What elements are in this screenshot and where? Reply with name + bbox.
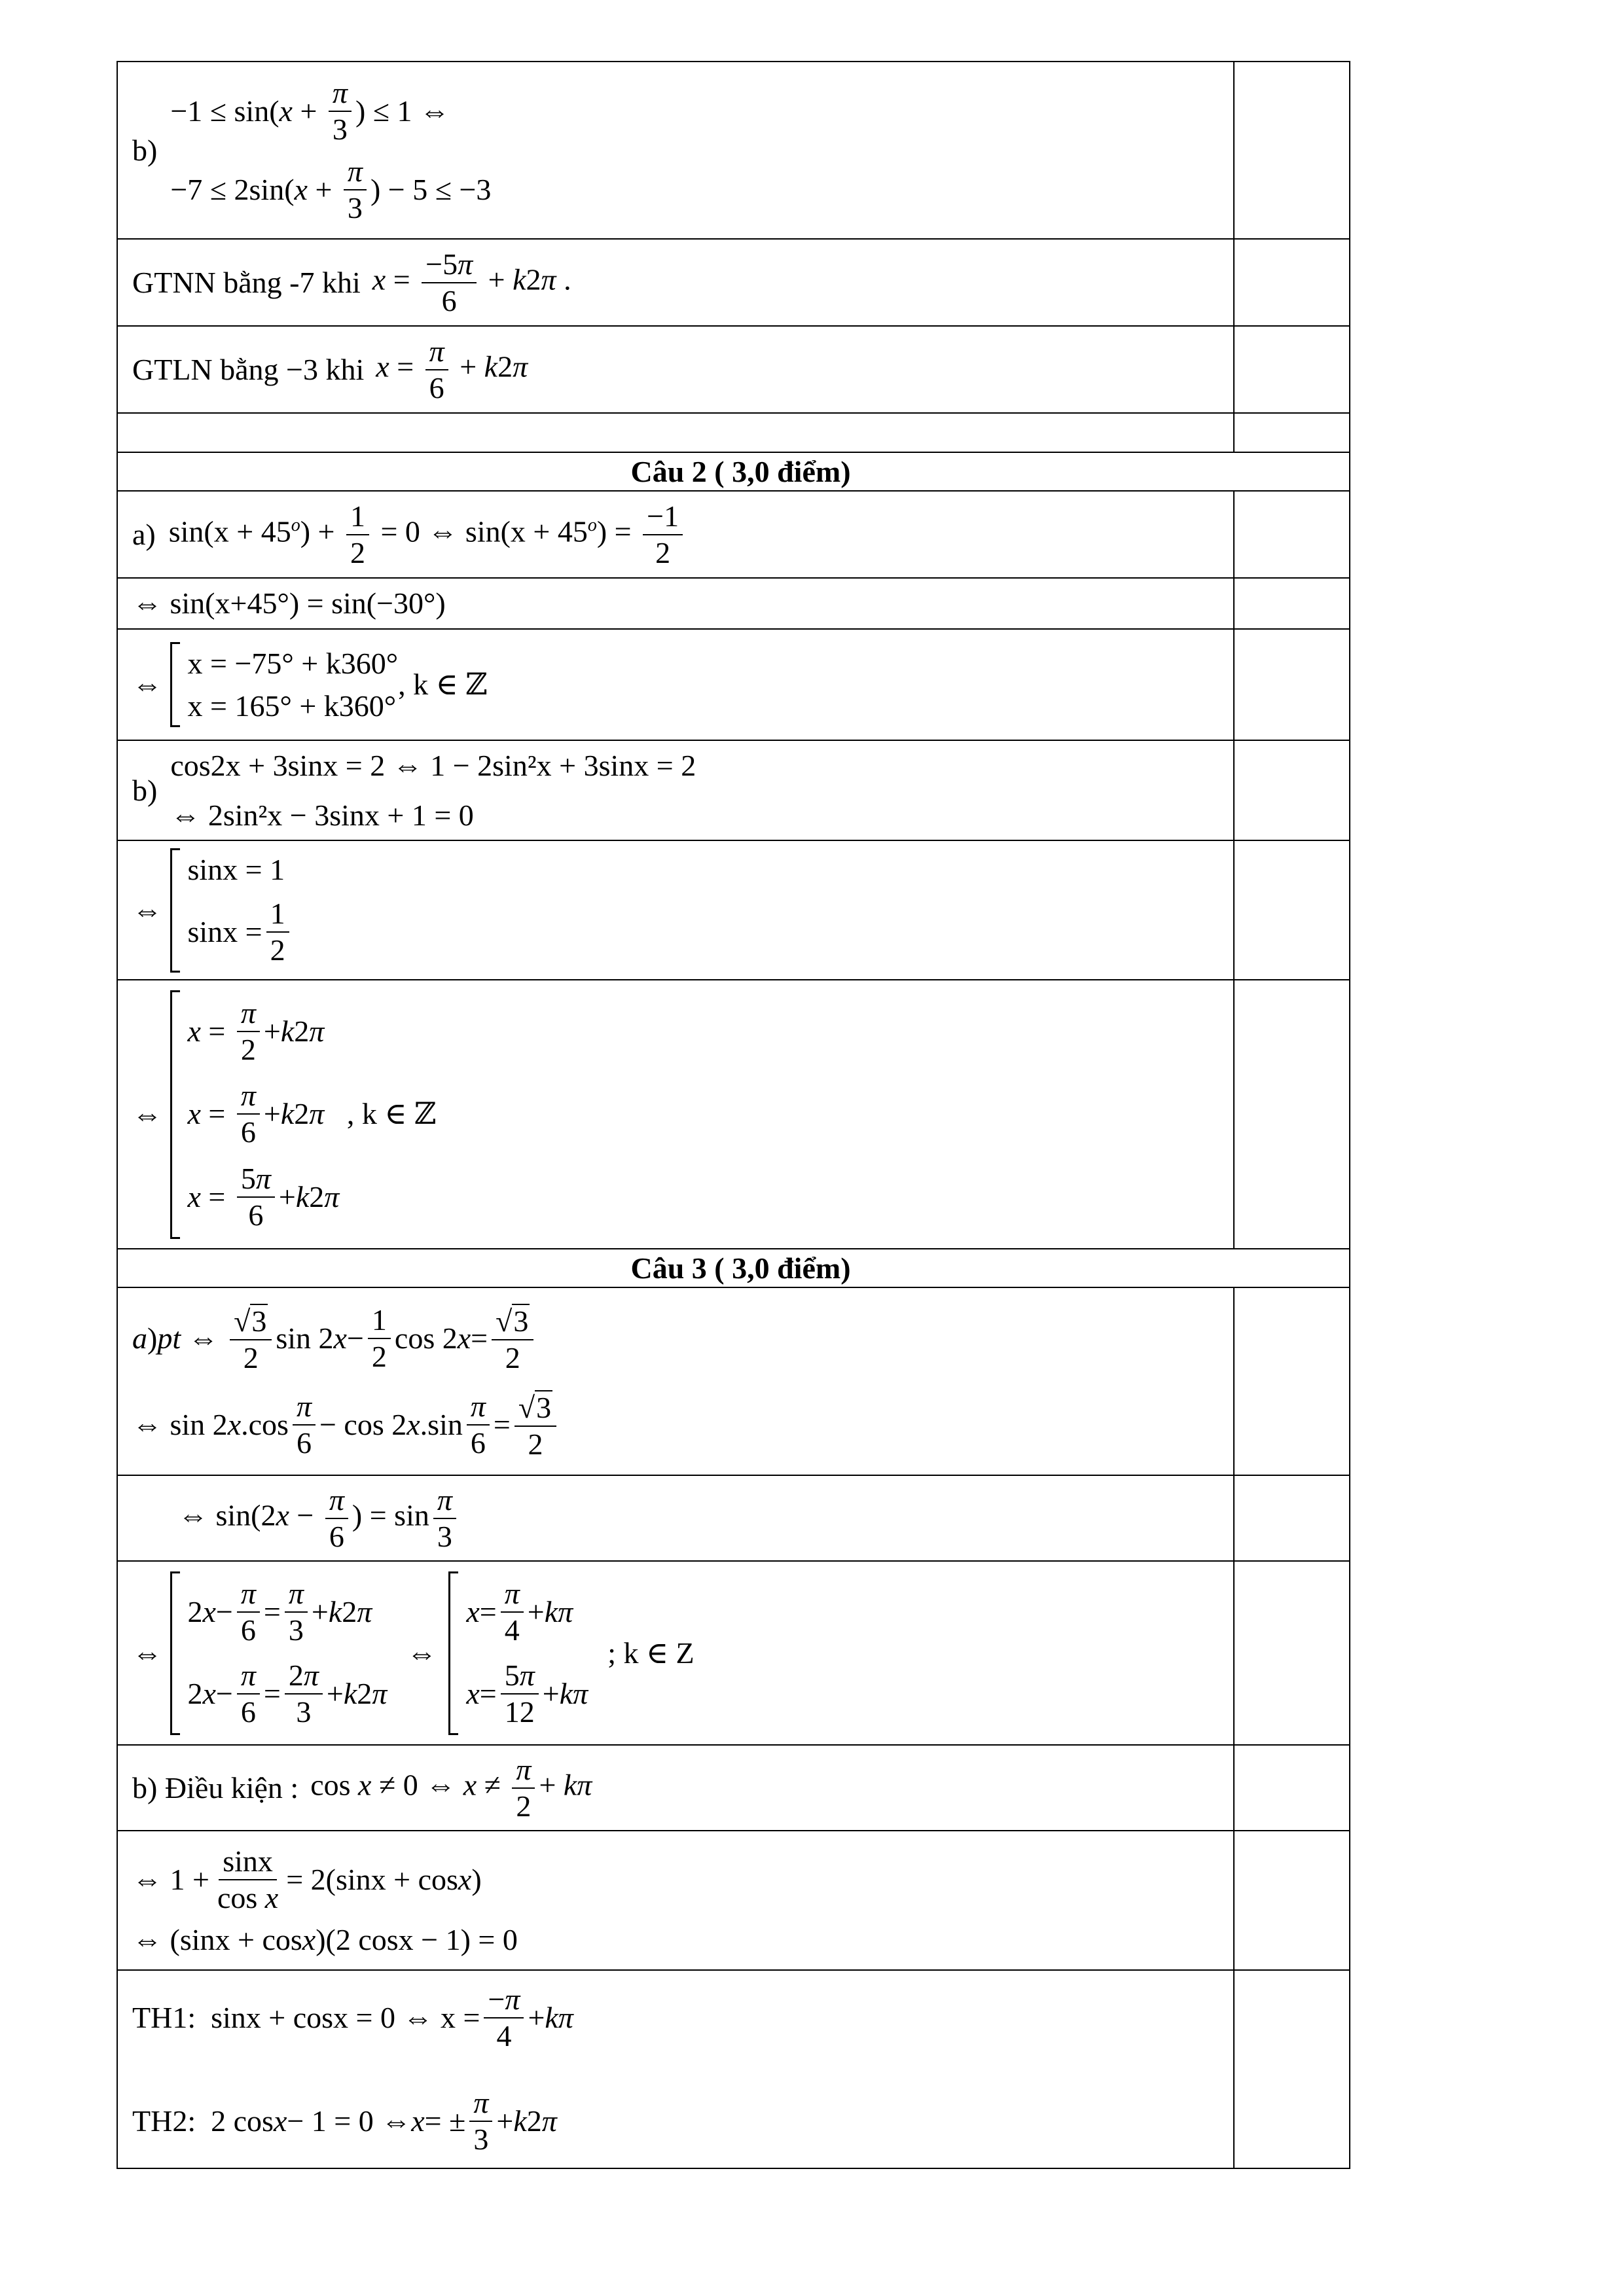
solution-bracket-left xyxy=(170,1571,388,1735)
c2a3-line-2: x = 165° + k360° xyxy=(187,689,397,723)
cell-c3b3 xyxy=(117,1970,1234,2168)
score-cell xyxy=(1234,239,1350,326)
cell-c3a1 xyxy=(117,1287,1234,1475)
c3a3-line-b2: x = $\frac{5\pi}{12}$ + kπ xyxy=(466,1659,588,1729)
cau2-heading: Câu 2 ( 3,0 điểm) xyxy=(117,452,1350,491)
cell-max xyxy=(117,326,1234,413)
cell-c3a3: ⇔ 2 x − $\frac{\pi}{6}$ = $\frac{\pi}{3}$ + k 2 π 2 x − $\frac{\pi}{6}$ = $\frac{2\pi}{3}$ + k 2 π ⇔ x = $\frac{\pi}{4}$ + kπ x = $\frac{5\pi}{12}$ + kπ ; k ∈ Z xyxy=(117,1561,1234,1745)
score-cell xyxy=(1234,1475,1350,1561)
cell-c2a2 xyxy=(117,578,1234,629)
row-c3b3 xyxy=(117,1970,1350,2168)
cell-c2b3: ⇔ x = $\frac{\pi}{2}$ + k 2 π x = $\frac{\pi}{6}$ + k 2 π , k ∈ ℤ x = $\frac{5\pi}{6}$ + k 2 π xyxy=(117,980,1234,1249)
row-c3a2 xyxy=(117,1475,1350,1561)
score-cell xyxy=(1234,629,1350,740)
c2b1-line-2: ⇔ 2sin²x − 3sinx + 1 = 0 xyxy=(170,798,474,832)
row-c2a3 xyxy=(117,629,1350,740)
bounds-line-1: −1 ≤ sin( x + $\frac{\pi}{3}$ ) ≤ 1 ⇔ xyxy=(170,75,450,146)
cell-c2a3: ⇔ x = −75° + k360° x = 165° + k360° , k ∈ ℤ xyxy=(117,629,1234,740)
score-cell xyxy=(1234,491,1350,578)
score-cell xyxy=(1234,1745,1350,1831)
row-c2b3 xyxy=(117,980,1350,1249)
part-label: b) xyxy=(132,773,158,807)
c3b3-th1: TH1: sinx + cosx = 0 ⇔ x = $\frac{-\pi}{4}$ + kπ xyxy=(132,1982,573,2053)
solution-bracket xyxy=(170,848,293,973)
c2b2-line-1: sinx = 1 xyxy=(187,853,285,886)
cell-c3b1 xyxy=(117,1745,1234,1831)
part-label: b) xyxy=(132,133,158,167)
c3a3-line-a1: 2 x − $\frac{\pi}{6}$ = $\frac{\pi}{3}$ + k 2 π xyxy=(187,1577,372,1647)
row-bounds xyxy=(117,62,1350,239)
row-c3b1 xyxy=(117,1745,1350,1831)
row-c3b2 xyxy=(117,1831,1350,1970)
c3a3-line-b1: x = $\frac{\pi}{4}$ + kπ xyxy=(466,1577,573,1647)
row-c2b1 xyxy=(117,740,1350,840)
c3a2-expr: ⇔ sin(2x − $\frac{\pi}{6}$ ) = sin $\frac{\pi}{3}$ xyxy=(178,1485,460,1552)
score-cell xyxy=(1234,578,1350,629)
c2a3-line-1: x = −75° + k360° xyxy=(187,646,399,680)
cell-c2b1 xyxy=(117,740,1234,840)
row-min xyxy=(117,239,1350,326)
c2a1-expr: $\sin(x + 45^o)$ + $\frac{1}{2}$ = 0 ⇔ $\sin(x + 45^o)$ = $\frac{-1}{2}$ xyxy=(169,501,687,568)
c2b1-line-1: cos2x + 3sinx = 2 ⇔ 1 − 2sin²x + 3sinx = 2 xyxy=(170,748,696,782)
c2b2-line-2: sinx = $\frac{1}{2}$ xyxy=(188,899,293,965)
solution-bracket xyxy=(170,642,399,727)
c2a2-expr: ⇔ sin(x+45°) = sin(−30°) xyxy=(132,586,446,620)
cell-bounds xyxy=(117,62,1234,239)
score-cell xyxy=(1234,980,1350,1249)
score-cell xyxy=(1234,740,1350,840)
solution-bracket-right xyxy=(448,1571,588,1735)
solution-bracket xyxy=(170,990,437,1239)
c2a3-tail: , k ∈ ℤ xyxy=(398,668,488,701)
score-cell xyxy=(1234,1970,1350,2168)
cell-empty xyxy=(117,413,1234,452)
c3a3-line-a2: 2 x − $\frac{\pi}{6}$ = $\frac{2\pi}{3}$ + k 2 π xyxy=(187,1659,388,1729)
min-text: GTNN bằng -7 khi xyxy=(132,265,361,299)
c3b1-text: b) Điều kiện : xyxy=(132,1770,299,1804)
c2b3-line-2: x = $\frac{\pi}{6}$ + k 2 π , k ∈ ℤ xyxy=(187,1079,437,1149)
part-label: a) xyxy=(132,517,156,551)
c2b3-line-1: x = $\frac{\pi}{2}$ + k 2 π xyxy=(187,996,325,1066)
score-cell xyxy=(1234,840,1350,980)
cell-c2b2: ⇔ sinx = 1 sinx = $\frac{1}{2}$ xyxy=(117,840,1234,980)
row-cau2-header xyxy=(117,452,1350,491)
c3b2-line-1: ⇔ 1 + $\frac{\sin x}{\text{cos x}}$ = 2(sinx + cos x ) xyxy=(132,1844,482,1914)
c3a3-tail: ; k ∈ Z xyxy=(607,1636,695,1670)
c3b1-expr: cos x ≠ 0 ⇔ x ≠ $\frac{\pi}{2}$ + kπ xyxy=(310,1752,592,1823)
cell-c2a1 xyxy=(117,491,1234,578)
cell-c3a2 xyxy=(117,1475,1234,1561)
score-cell xyxy=(1234,413,1350,452)
row-max xyxy=(117,326,1350,413)
bounds-line-2: −7 ≤ 2sin( x + $\frac{\pi}{3}$ ) − 5 ≤ −3 xyxy=(170,154,492,224)
c2b3-line-3: x = $\frac{5\pi}{6}$ + k 2 π xyxy=(187,1162,340,1232)
cell-c3b2 xyxy=(117,1831,1234,1970)
score-cell xyxy=(1234,326,1350,413)
c3a1-line-1: a ) pt ⇔ √ 3 2 sin 2 x − $\frac{1}{2}$ cos 2 x = √ 3 2 xyxy=(132,1304,1233,1373)
score-cell xyxy=(1234,62,1350,239)
c3b2-line-2: ⇔ (sinx + cos x )(2 cosx − 1) = 0 xyxy=(132,1922,518,1956)
row-c2a2 xyxy=(117,578,1350,629)
max-text: GTLN bằng −3 khi xyxy=(132,352,365,386)
max-expr: x = $\frac{\pi}{6}$ + k2π xyxy=(376,334,528,404)
score-cell xyxy=(1234,1561,1350,1745)
row-c3a1 xyxy=(117,1287,1350,1475)
row-c2b2 xyxy=(117,840,1350,980)
row-c2a1 xyxy=(117,491,1350,578)
row-empty xyxy=(117,413,1350,452)
row-cau3-header xyxy=(117,1249,1350,1287)
c3b3-th2: TH2: 2 cos x − 1 = 0 ⇔ x = ± $\frac{\pi}{3}$ + k 2 π xyxy=(132,2085,557,2156)
row-c3a3 xyxy=(117,1561,1350,1745)
score-cell xyxy=(1234,1831,1350,1970)
c3a1-line-2: ⇔ sin 2 x .cos $\frac{\pi}{6}$ − cos 2 x .sin $\frac{\pi}{6}$ = √ 3 2 xyxy=(132,1390,1233,1460)
answer-table xyxy=(117,61,1350,2169)
min-expr: x = $\frac{-5\pi}{6}$ + k2π . xyxy=(372,247,571,317)
cell-min xyxy=(117,239,1234,326)
bounds-math xyxy=(170,75,492,224)
score-cell xyxy=(1234,1287,1350,1475)
cau3-heading: Câu 3 ( 3,0 điểm) xyxy=(117,1249,1350,1287)
